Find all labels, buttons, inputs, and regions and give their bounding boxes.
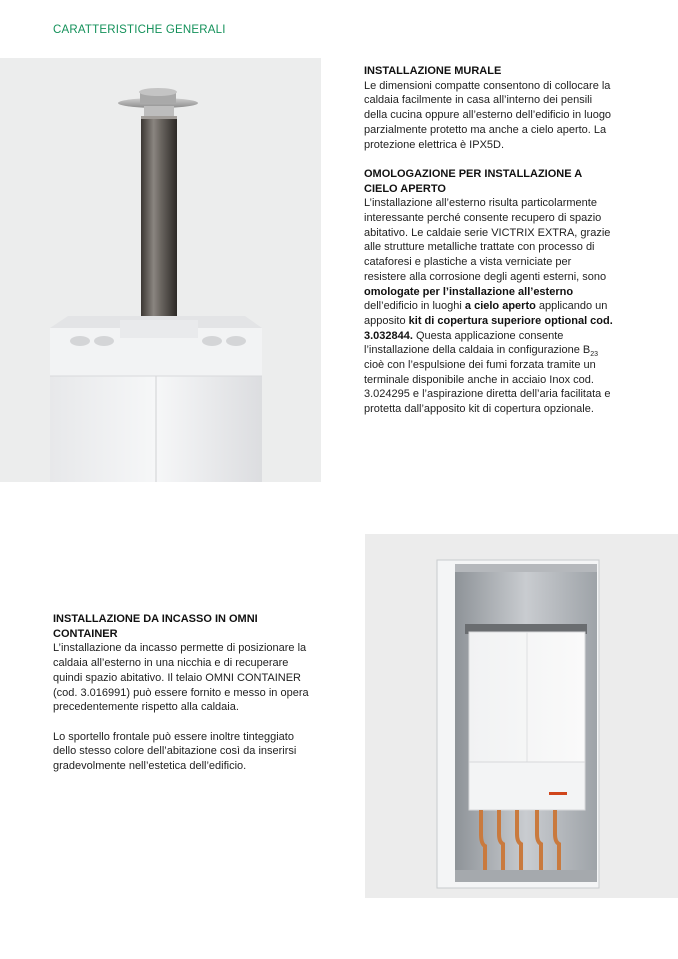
boiler-wall-mounted-image [0,58,321,482]
text-column-right [364,64,616,417]
text-column-left [53,612,315,774]
omni-container-boiler-image [365,534,678,898]
block-text-omni-container-2: Lo sportello frontale può essere inoltre tinteggiato dello stesso colore dell’abitazione così da inserirsi gradevolmente nell’estetica dell’edificio. [53,730,297,773]
block-text-omologazione: L’installazione all’esterno risulta particolarmente interessante perché consente recupero di spazio abitativo. Le caldaie serie VICTRIX EXTRA, grazie alle strutture metalliche trattate con processo di cataforesi e plastiche a vista verniciate per resistere alla corrosione degli agenti esterni, sono omologate per l’installazione all’esterno dell’edificio in luoghi a cielo aperto applicando un apposito kit di copertura superiore optional cod. 3.032844. Questa applicazione consente l’installazione della caldaia in configurazione $B_{23}$ cioè con l’espulsione dei fumi forzata tramite un terminale disponibile anche in acciaio Inox cod. 3.024295 e l’aspirazione diretta dell’aria facilitata e protetta dall’apposito kit di copertura opzionale. [364,197,613,416]
section-title: CARATTERISTICHE GENERALI [53,24,226,36]
block-title-omni-container: INSTALLAZIONE DA INCASSO IN OMNI CONTAINER [53,613,258,640]
block-text-installazione-murale: Le dimensioni compatte consentono di collocare la caldaia facilmente in casa all’interno dei pensili della cucina oppure all’esterno dell’edificio in luogo parzialmente protetto ma anche a cielo aperto. La protezione elettrica è IPX5D. [364,79,612,151]
block-text-omni-container-1: L’installazione da incasso permette di posizionare la caldaia all’esterno in una nicchia e di recuperare quindi spazio abitativo. Il telaio OMNI CONTAINER (cod. 3.016991) può essere fornito e messo in opera precedentemente rispetto alla caldaia. [53,642,309,714]
block-title-installazione-murale: INSTALLAZIONE MURALE [364,65,502,77]
block-title-omologazione: OMOLOGAZIONE PER INSTALLAZIONE A CIELO APERTO [364,167,582,195]
